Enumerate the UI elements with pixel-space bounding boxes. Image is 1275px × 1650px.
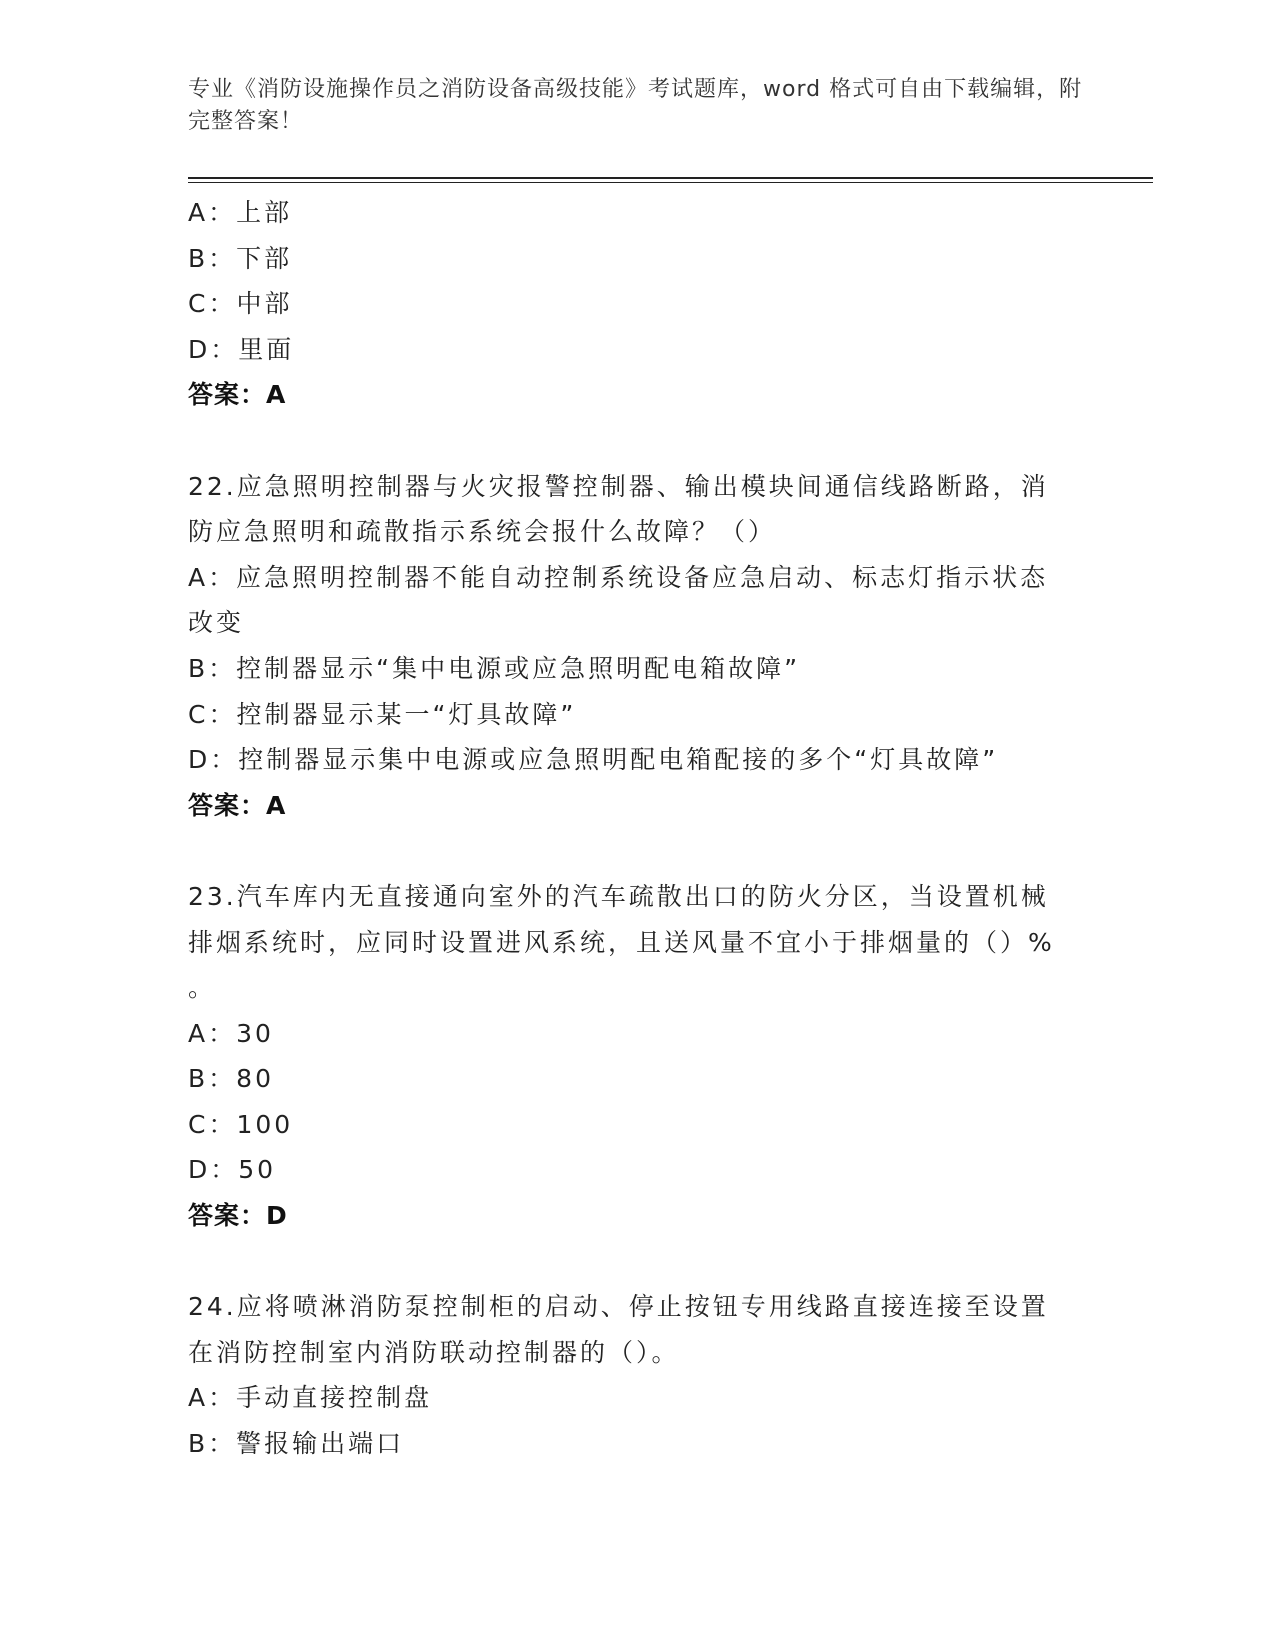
option-text: 里面 xyxy=(238,334,295,364)
question-22 xyxy=(188,464,1088,829)
option-label: B xyxy=(188,243,209,273)
option-text: 30 xyxy=(236,1018,274,1048)
option-d xyxy=(188,1147,1088,1193)
option-separator: ： xyxy=(208,1383,237,1413)
option-label: B xyxy=(188,653,209,683)
option-label: D xyxy=(188,1155,211,1185)
spacer xyxy=(188,418,1088,464)
option-b xyxy=(188,646,1088,692)
spacer xyxy=(188,828,1088,874)
option-label: C xyxy=(188,1109,209,1139)
option-text: 80 xyxy=(236,1064,274,1094)
option-label: A xyxy=(188,562,209,592)
answer-line xyxy=(188,372,1088,418)
option-label: B xyxy=(188,1064,209,1094)
question-stem: 22.应急照明控制器与火灾报警控制器、输出模块间通信线路断路，消 防应急照明和疏散指示系统会报什么故障？（） xyxy=(188,471,1049,547)
option-separator: ： xyxy=(208,289,237,319)
option-separator: ： xyxy=(210,334,239,364)
option-text: 应急照明控制器不能自动控制系统设备应急启动、标志灯指示状态 改变 xyxy=(188,562,1049,638)
question-24 xyxy=(188,1284,1088,1466)
spacer xyxy=(188,1239,1088,1285)
option-label: D xyxy=(188,745,211,775)
option-separator: ： xyxy=(208,1064,237,1094)
document-header: 专业《消防设施操作员之消防设备高级技能》考试题库，word 格式可自由下载编辑，附完整答案！ xyxy=(188,77,1083,134)
option-text: 100 xyxy=(236,1109,294,1139)
question-21-continued xyxy=(188,190,1088,418)
option-c xyxy=(188,692,1088,738)
answer-label: 答案： xyxy=(188,1201,267,1231)
document-body xyxy=(188,190,1088,1467)
option-text: 下部 xyxy=(236,243,293,273)
header-divider-thin xyxy=(188,182,1153,183)
option-separator: ： xyxy=(210,1155,239,1185)
option-a xyxy=(188,555,1088,646)
option-a xyxy=(188,190,1088,236)
option-separator: ： xyxy=(210,745,239,775)
option-separator: ： xyxy=(208,562,237,592)
question-stem: 24.应将喷淋消防泵控制柜的启动、停止按钮专用线路直接连接至设置 在消防控制室内消防联动控制器的（）。 xyxy=(188,1292,1049,1367)
answer-line xyxy=(188,783,1088,829)
option-separator: ： xyxy=(208,1429,237,1459)
option-text: 控制器显示集中电源或应急照明配电箱配接的多个“灯具故障” xyxy=(238,745,999,775)
answer-value: A xyxy=(266,380,287,410)
option-a xyxy=(188,1011,1088,1057)
option-d xyxy=(188,737,1088,783)
option-c xyxy=(188,281,1088,327)
option-label: B xyxy=(188,1429,209,1459)
answer-line xyxy=(188,1193,1088,1239)
answer-label: 答案： xyxy=(188,380,267,410)
question-stem: 23.汽车库内无直接通向室外的汽车疏散出口的防火分区，当设置机械 排烟系统时，应同时设置进风系统，且送风量不宜小于排烟量的（）% 。 xyxy=(188,881,1055,1003)
option-separator: ： xyxy=(208,198,237,227)
option-label: C xyxy=(188,699,209,729)
option-text: 手动直接控制盘 xyxy=(236,1383,433,1413)
option-label: D xyxy=(188,334,211,364)
option-separator: ： xyxy=(208,1018,237,1048)
header-divider-thick xyxy=(188,177,1153,179)
answer-value: A xyxy=(266,790,287,820)
option-text: 控制器显示某一“灯具故障” xyxy=(236,699,577,729)
option-separator: ： xyxy=(208,243,237,273)
option-d xyxy=(188,327,1088,373)
option-b xyxy=(188,236,1088,282)
option-label: C xyxy=(188,289,209,319)
option-b xyxy=(188,1056,1088,1102)
option-text: 上部 xyxy=(236,198,293,227)
question-23 xyxy=(188,874,1088,1239)
option-text: 中部 xyxy=(236,289,293,319)
option-label: A xyxy=(188,198,209,227)
option-text: 警报输出端口 xyxy=(236,1429,405,1459)
option-text: 控制器显示“集中电源或应急照明配电箱故障” xyxy=(236,653,801,683)
option-separator: ： xyxy=(208,699,237,729)
option-c xyxy=(188,1102,1088,1148)
answer-label: 答案： xyxy=(188,790,267,820)
option-label: A xyxy=(188,1383,209,1413)
option-separator: ： xyxy=(208,653,237,683)
option-b xyxy=(188,1421,1088,1467)
option-separator: ： xyxy=(208,1109,237,1139)
option-a xyxy=(188,1375,1088,1421)
answer-value: D xyxy=(266,1201,288,1231)
option-label: A xyxy=(188,1018,209,1048)
option-text: 50 xyxy=(238,1155,277,1185)
